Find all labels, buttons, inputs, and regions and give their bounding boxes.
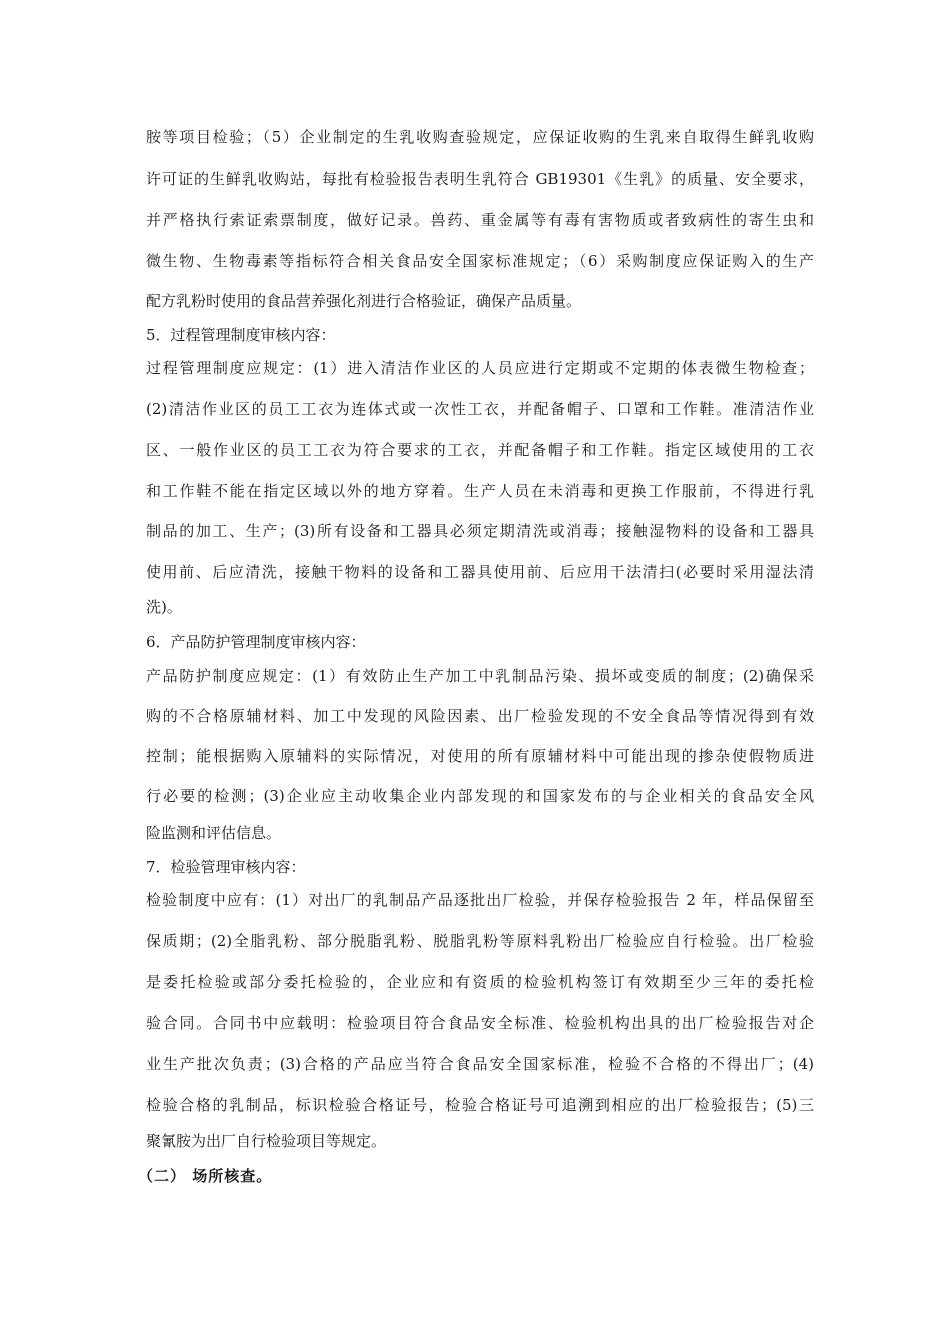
body-line: 控制；能根据购入原辅料的实际情况，对使用的所有原辅材料中可能出现的掺杂使假物质进 [146, 747, 814, 765]
body-line: 保质期；(2)全脂乳粉、部分脱脂乳粉、脱脂乳粉等原料乳粉出厂检验应自行检验。出厂检验 [146, 932, 814, 950]
body-line: 胺等项目检验；（5）企业制定的生乳收购查验规定，应保证收购的生乳来自取得生鲜乳收购 [146, 128, 814, 146]
body-line: 聚氰胺为出厂自行检验项目等规定。 [146, 1132, 387, 1150]
section-heading-5: 5．过程管理制度审核内容： [146, 326, 336, 344]
section-heading-7: 7．检验管理审核内容： [146, 858, 306, 876]
body-line: (2)清洁作业区的员工工衣为连体式或一次性工衣，并配备帽子、口罩和工作鞋。准清洁作业 [146, 400, 814, 418]
body-line: 许可证的生鲜乳收购站，每批有检验报告表明生乳符合 GB19301《生乳》的质量、安全要求， [146, 170, 814, 188]
body-line: 洗)。 [146, 598, 182, 616]
body-line: 配方乳粉时使用的食品营养强化剂进行合格验证，确保产品质量。 [146, 292, 582, 310]
body-line: 过程管理制度应规定：(1）进入清洁作业区的人员应进行定期或不定期的体表微生物检查； [146, 359, 814, 377]
body-line: 微生物、生物毒素等指标符合相关食品安全国家标准规定；（6）采购制度应保证购入的生产 [146, 252, 814, 270]
body-line: 是委托检验或部分委托检验的，企业应和有资质的检验机构签订有效期至少三年的委托检 [146, 973, 814, 991]
body-line: 险监测和评估信息。 [146, 824, 282, 842]
body-line: 区、一般作业区的员工工衣为符合要求的工衣，并配备帽子和工作鞋。指定区域使用的工衣 [146, 441, 814, 459]
body-line: 验合同。合同书中应载明：检验项目符合食品安全标准、检验机构出具的出厂检验报告对企 [146, 1014, 814, 1032]
body-line: 制品的加工、生产；(3)所有设备和工器具必须定期清洗或消毒；接触湿物料的设备和工器具 [146, 522, 814, 540]
body-line: 业生产批次负责；(3)合格的产品应当符合食品安全国家标准，检验不合格的不得出厂；(4) [146, 1055, 814, 1073]
body-line: 使用前、后应清洗，接触干物料的设备和工器具使用前、后应用干法清扫(必要时采用湿法清 [146, 563, 814, 581]
body-line: 行必要的检测；(3)企业应主动收集企业内部发现的和国家发布的与企业相关的食品安全风 [146, 787, 814, 805]
body-line: 检验制度中应有：(1）对出厂的乳制品产品逐批出厂检验，并保存检验报告 2 年，样品保留至 [146, 891, 814, 909]
body-line: 产品防护制度应规定：(1）有效防止生产加工中乳制品污染、损坏或变质的制度；(2)确保采 [146, 667, 814, 685]
section-heading-site-check: （二） 场所核查。 [138, 1167, 273, 1185]
body-line: 购的不合格原辅材料、加工中发现的风险因素、出厂检验发现的不安全食品等情况得到有效 [146, 707, 814, 725]
body-line: 并严格执行索证索票制度，做好记录。兽药、重金属等有毒有害物质或者致病性的寄生虫和 [146, 211, 814, 229]
section-heading-6: 6．产品防护管理制度审核内容： [146, 633, 366, 651]
body-line: 和工作鞋不能在指定区域以外的地方穿着。生产人员在未消毒和更换工作服前，不得进行乳 [146, 482, 814, 500]
body-line: 检验合格的乳制品，标识检验合格证号，检验合格证号可追溯到相应的出厂检验报告；(5)三 [146, 1096, 814, 1114]
